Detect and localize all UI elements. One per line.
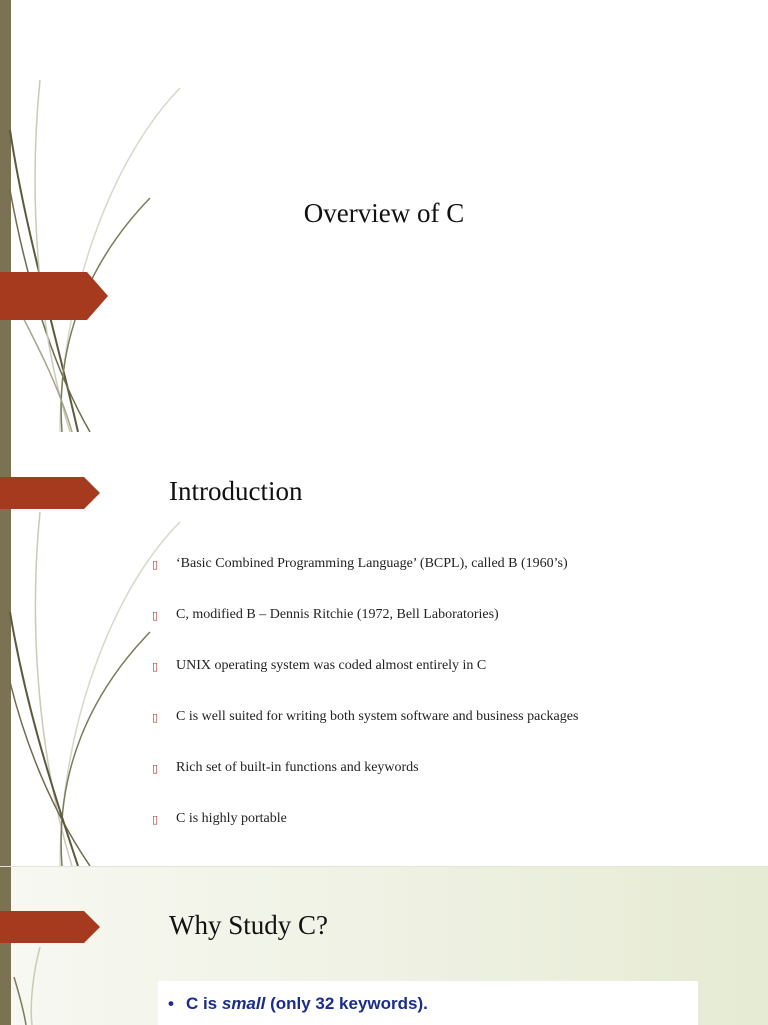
slide-title-text: Overview of C bbox=[303, 198, 465, 228]
slide-title bbox=[0, 0, 768, 432]
bullet-icon: ▯ bbox=[152, 609, 159, 622]
list-item: ▯ C, modified B – Dennis Ritchie (1972, Bell Laboratories) bbox=[152, 607, 499, 622]
list-item: ▯ UNIX operating system was coded almost entirely in C bbox=[152, 658, 487, 673]
bullet-list bbox=[152, 556, 578, 862]
bullet-icon: ▯ bbox=[152, 762, 159, 775]
box-bullet: • C is small (only 32 keywords). bbox=[168, 994, 428, 1013]
slide-why-study-c bbox=[0, 866, 768, 1025]
list-item: ▯ Rich set of built-in functions and keywords bbox=[152, 760, 419, 775]
slide-heading: Why Study C? bbox=[169, 910, 328, 940]
bullet-icon: ▯ bbox=[152, 660, 159, 673]
accent-tab bbox=[0, 272, 108, 320]
slide-heading: Introduction bbox=[169, 476, 303, 506]
bullet-icon: ▯ bbox=[152, 711, 159, 724]
list-item: ▯ C is well suited for writing both system software and business packages bbox=[152, 709, 579, 724]
list-item: ▯ C is highly portable bbox=[152, 811, 287, 826]
bullet-icon: ▯ bbox=[152, 813, 159, 826]
bullet-icon: • bbox=[168, 994, 174, 1013]
accent-tab bbox=[0, 477, 100, 509]
list-item: ▯ ‘Basic Combined Programming Language’ (BCPL), called B (1960’s) bbox=[152, 556, 568, 571]
content-box bbox=[158, 981, 698, 1025]
bullet-icon: ▯ bbox=[152, 558, 159, 571]
accent-tab bbox=[0, 911, 100, 943]
slide-introduction bbox=[0, 432, 768, 866]
